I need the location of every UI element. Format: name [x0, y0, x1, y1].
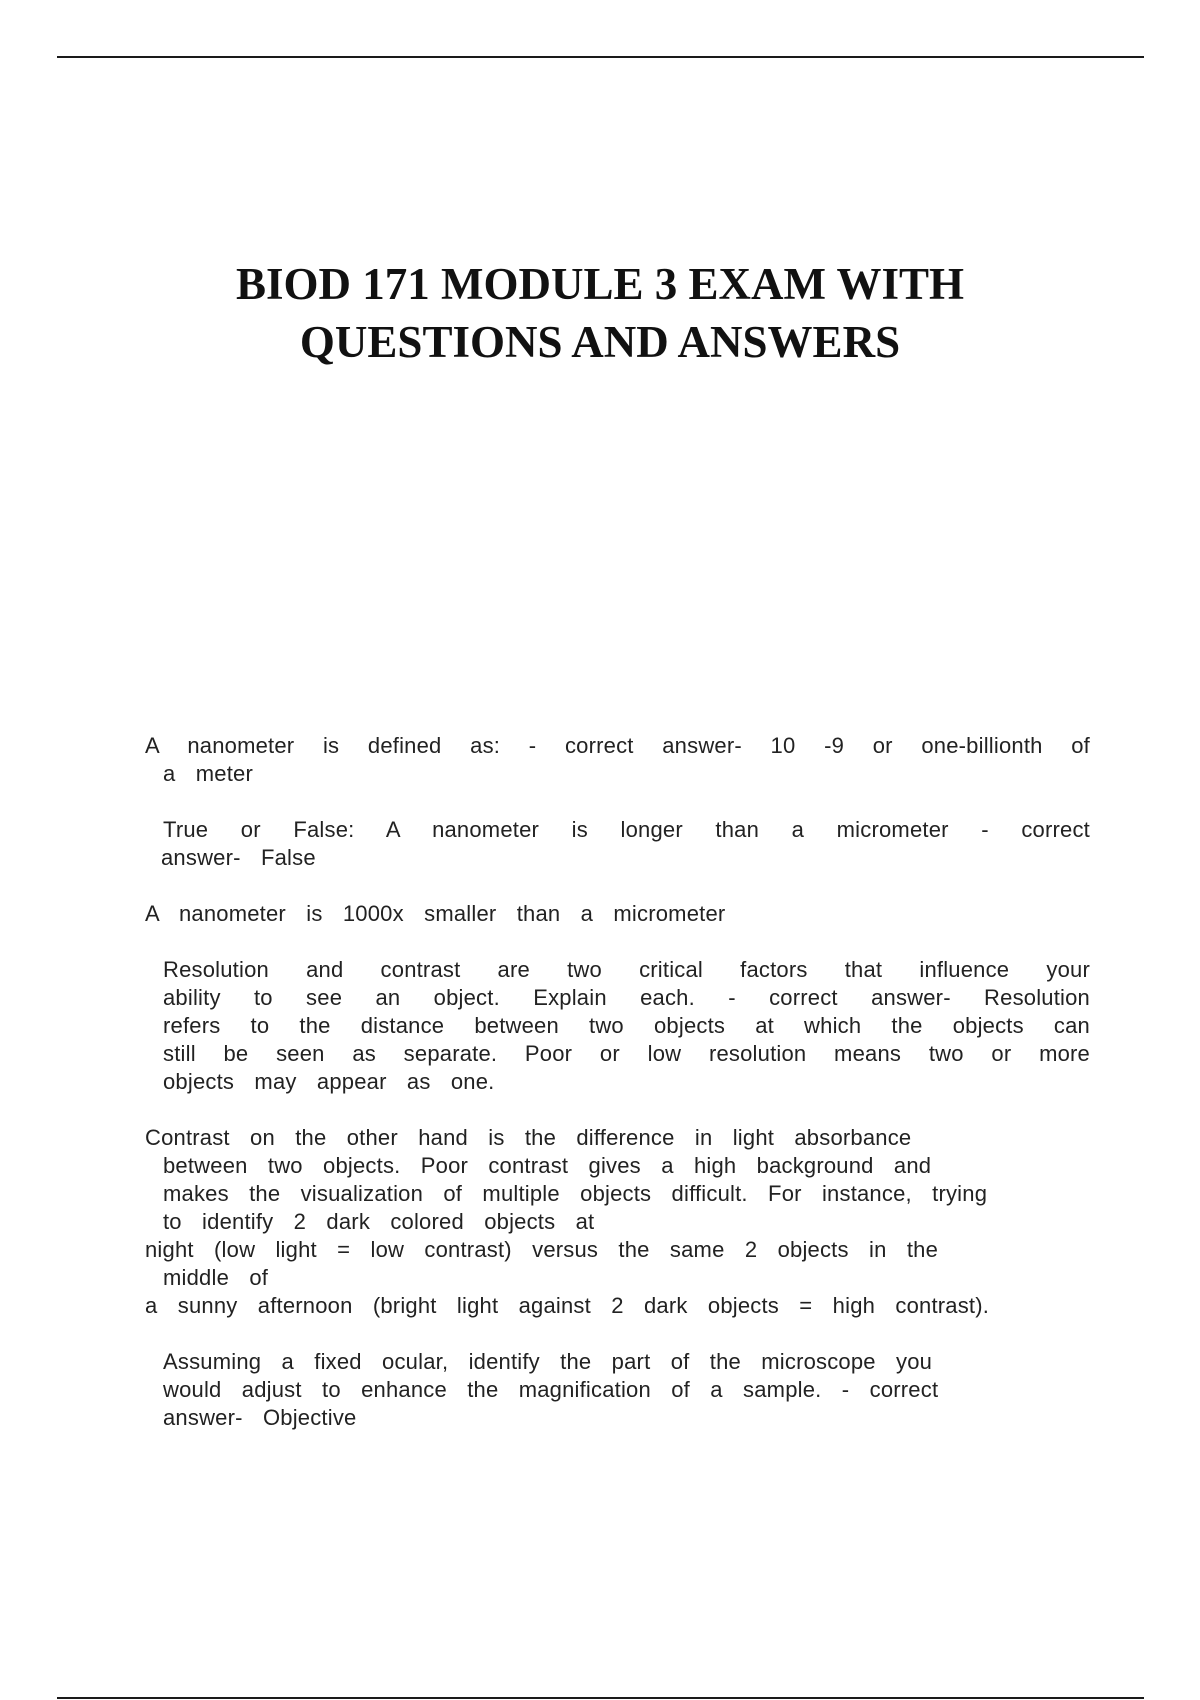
document-title	[0, 255, 1200, 371]
footer-rule	[57, 1697, 1144, 1699]
nanometer-fact	[145, 900, 1090, 928]
text-line: Resolution and contrast are two critical factors that influence your	[163, 957, 1090, 982]
header-rule	[57, 56, 1144, 58]
text-line: makes the visualization of multiple objects difficult. For instance, trying	[163, 1181, 988, 1206]
text-line: a sunny afternoon (bright light against 2 dark objects = high contrast).	[145, 1293, 990, 1318]
text-line: middle of	[163, 1265, 269, 1290]
text-line: Assuming a fixed ocular, identify the part of the microscope you	[163, 1349, 933, 1374]
title-line-1: BIOD 171 MODULE 3 EXAM WITH	[236, 259, 964, 309]
text-line: answer- False	[161, 845, 316, 870]
text-line: True or False: A nanometer is longer than a micrometer - correct	[163, 817, 1090, 842]
text-line: to identify 2 dark colored objects at	[163, 1209, 595, 1234]
qa-nanometer-definition	[145, 732, 1090, 788]
qa-true-false	[145, 816, 1090, 872]
document-body	[145, 732, 1090, 1460]
text-line: a meter	[163, 761, 253, 786]
text-line: Contrast on the other hand is the difference in light absorbance	[145, 1125, 912, 1150]
text-line: night (low light = low contrast) versus the same 2 objects in the	[145, 1237, 939, 1262]
title-line-2: QUESTIONS AND ANSWERS	[299, 317, 901, 367]
text-line: still be seen as separate. Poor or low resolution means two or more	[163, 1041, 1090, 1066]
qa-magnification	[145, 1348, 1090, 1432]
text-line: A nanometer is 1000x smaller than a micrometer	[145, 901, 726, 926]
text-line: objects may appear as one.	[163, 1069, 495, 1094]
text-line: refers to the distance between two objects at which the objects can	[163, 1013, 1090, 1038]
text-line: A nanometer is defined as: - correct answer- 10 -9 or one-billionth of	[145, 733, 1090, 758]
contrast-explanation	[145, 1124, 1090, 1320]
text-line: ability to see an object. Explain each. - correct answer- Resolution	[163, 985, 1090, 1010]
qa-resolution-contrast	[145, 956, 1090, 1096]
text-line: would adjust to enhance the magnification of a sample. - correct	[163, 1377, 939, 1402]
text-line: answer- Objective	[163, 1405, 357, 1430]
text-line: between two objects. Poor contrast gives a high background and	[163, 1153, 932, 1178]
